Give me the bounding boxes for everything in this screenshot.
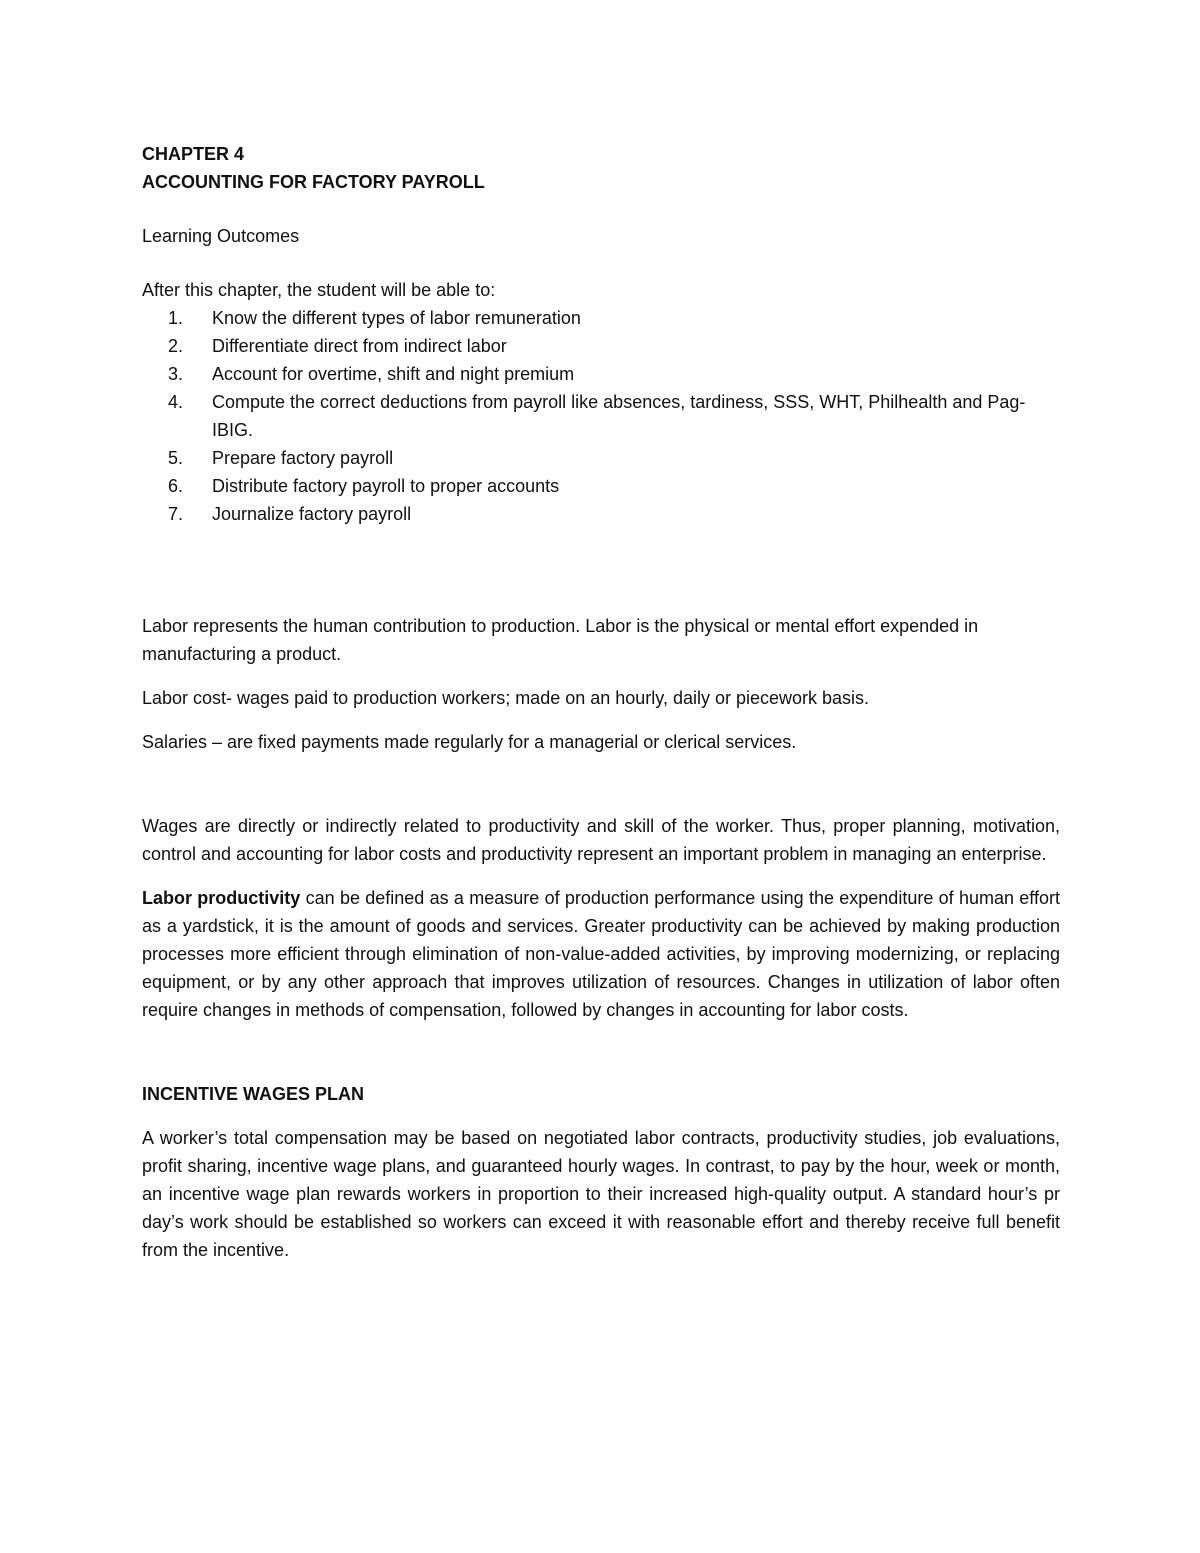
outcome-item (168, 472, 1060, 500)
outcome-number: 4. (168, 392, 184, 412)
chapter-label: CHAPTER 4 (142, 144, 245, 164)
outcome-text: Compute the correct deductions from payroll like absences, tardiness, SSS, WHT, Philhealth and Pag-IBIG. (212, 392, 1026, 440)
outcome-item (168, 500, 1060, 528)
spacer (142, 1108, 1060, 1124)
incentive-wages-heading: INCENTIVE WAGES PLAN (142, 1084, 365, 1104)
paragraph-labor-productivity (142, 884, 1060, 1024)
paragraph-salaries: Salaries – are fixed payments made regularly for a managerial or clerical services. (142, 732, 797, 752)
spacer (142, 868, 1060, 884)
labor-productivity-definition: can be defined as a measure of production performance using the expenditure of human effort as a yardstick, it is the amount of goods and services. Greater productivity can be achieved by making production processes more efficient through elimination of non-value-added activities, by improving modernizing, or replacing equipment, or by any other approach that improves utilization of resources. Changes in utilization of labor often require changes in methods of compensation, followed by changes in accounting for labor costs. (142, 888, 1060, 1020)
outcome-text: Journalize factory payroll (212, 504, 412, 524)
labor-productivity-term: Labor productivity (142, 888, 301, 908)
outcome-number: 6. (168, 476, 184, 496)
learning-outcomes-label: Learning Outcomes (142, 226, 300, 246)
outcome-number: 2. (168, 336, 184, 356)
outcome-text: Differentiate direct from indirect labor (212, 336, 507, 356)
outcome-number: 1. (168, 308, 184, 328)
spacer (142, 1024, 1060, 1080)
outcome-text: Distribute factory payroll to proper accounts (212, 476, 560, 496)
outcome-text: Know the different types of labor remuneration (212, 308, 581, 328)
document-body (142, 140, 1060, 1264)
paragraph-labor-cost: Labor cost- wages paid to production workers; made on an hourly, daily or piecework basis. (142, 688, 870, 708)
outcome-text: Prepare factory payroll (212, 448, 394, 468)
outcome-item (168, 360, 1060, 388)
chapter-title: ACCOUNTING FOR FACTORY PAYROLL (142, 172, 485, 192)
spacer (142, 528, 1060, 612)
outcomes-intro: After this chapter, the student will be able to: (142, 280, 496, 300)
spacer (142, 668, 1060, 684)
outcome-item (168, 444, 1060, 472)
outcome-text: Account for overtime, shift and night premium (212, 364, 575, 384)
outcome-item (168, 304, 1060, 332)
outcome-number: 5. (168, 448, 184, 468)
spacer (142, 712, 1060, 728)
spacer (142, 756, 1060, 812)
outcome-item (168, 388, 1060, 444)
paragraph-wages: Wages are directly or indirectly related to productivity and skill of the worker. Thus, proper planning, motivation, control and accounting for labor costs and productivity represent an important problem in managing an enterprise. (142, 816, 1060, 864)
paragraph-incentive: A worker’s total compensation may be based on negotiated labor contracts, productivity studies, job evaluations, profit sharing, incentive wage plans, and guaranteed hourly wages. In contrast, to pay by the hour, week or month, an incentive wage plan rewards workers in proportion to their increased high-quality output. A standard hour’s pr day’s work should be established so workers can exceed it with reasonable effort and thereby receive full benefit from the incentive. (142, 1128, 1060, 1260)
paragraph-labor: Labor represents the human contribution to production. Labor is the physical or mental effort expended in manufacturing a product. (142, 616, 979, 664)
outcome-number: 7. (168, 504, 184, 524)
outcomes-list (142, 304, 1060, 528)
outcome-number: 3. (168, 364, 184, 384)
outcome-item (168, 332, 1060, 360)
